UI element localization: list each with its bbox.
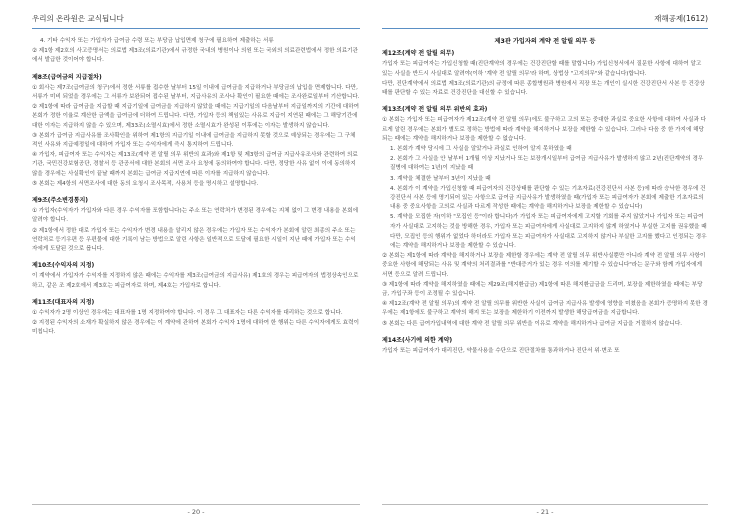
page-number: - 20 - <box>187 508 205 516</box>
section-paragraph: ① 본회는 가입자 또는 피급여자가 제12조(계약 전 알릴 의무)에도 불구하고 고의 또는 중대한 과실로 중요한 사항에 대하여 사실과 다르게 알린 경우에는 본회가 별도로 정하는 방법에 따라 계약을 해지하거나 보장을 제한할 수 있습니다. 그러나 다음 중 한 가지에 해당되는 때에는 계약을 해지하거나 보장을 제한할 수 없습니다. <box>382 117 707 142</box>
intro-paragraph: ② 제1항 제2호의 사고증명서는 의료법 제3조(의료기관)에서 규정한 국내의 병원이나 의원 또는 국외의 의료관련법에서 정한 의료기관에서 발급한 것이어야 합니다. <box>32 48 358 64</box>
section-paragraph: ① 회사는 제7조(급여금의 청구)에서 정한 서류를 접수한 날부터 15일 이내에 급여금을 지급하거나 부당금의 납입을 면제합니다. 다만, 서류가 미비 되었을 경우에는 그 서류가 보완되어 접수된 날부터, 지급사유의 조사나 확인이 필요한 때에는 조사완료일부터 기산합니다. <box>32 84 360 101</box>
section-paragraph: ① 수익자가 2명 이상인 경우에는 대표자를 1명 지정하여야 합니다. 이 경우 그 대표자는 다른 수익자를 대리하는 것으로 합니다. <box>32 310 343 317</box>
section-title: 제9조(주소변경통지) <box>32 197 89 205</box>
list-item: 1. 본회가 계약 당시에 그 사실을 알았거나 과실로 인하여 알지 못하였을 때 <box>390 146 572 153</box>
section-paragraph: ① 가입자(수익자가 가입자와 다른 경우 수익자를 포함합니다)는 주소 또는 연락처가 변경된 경우에는 지체 없이 그 변경 내용을 본회에 알려야 합니다. <box>32 208 358 224</box>
section-title: 제12조(계약 전 알릴 의무) <box>382 50 455 58</box>
section-paragraph: 가입자 또는 피급여자는 가입신청할 때(진단계약의 경우에는 건강진단할 때를 말합니다) 가입신청서에서 질문한 사항에 대하여 알고 있는 사실을 반드시 사실대로 알려야(이하 '계약 전 알릴 의무'라 하며, 상법상 "고지의무"와 같습니다)합니다. <box>382 61 702 77</box>
list-item: 4. 본회가 이 계약을 가입신청할 때 피급여자의 건강상태를 판단할 수 있는 기초자료(건강진단서 사본 등)에 따라 승낙한 경우에 건강진단서 사본 등에 명기되어 있는 사항으로 급여금 지급사유가 발생하였을 때(가입자 또는 피급여자가 본회에 제출한 기초자료의 내용 중 중요사항을 고의로 사실과 다르게 작성한 때에는 계약을 해지하거나 보장을 제한할 수 있습니다) <box>390 185 706 211</box>
section-title: 제11조(대표자의 지정) <box>32 298 95 306</box>
list-item: 2. 본회가 그 사실을 안 날부터 1개월 이상 지났거나 또는 보장개시일부터 급여금 지급사유가 발생하지 않고 2년(진단계약의 경우 질병에 대하여는 1년)이 지났을 때 <box>390 156 704 172</box>
section-paragraph: 다만, 진단계약에서 의료법 제3조(의료기관)의 규정에 따른 종합병원과 병원에서 직장 또는 개인이 실시한 건강진단서 사본 등 건강상태를 판단할 수 있는 자료로 건강진단을 대신할 수 있습니다. <box>382 80 705 97</box>
chapter-title: 제3관 가입자의 계약 전 알릴 의무 등 <box>494 38 596 45</box>
section-paragraph: 가입자 또는 피급여자가 대리진단, 약물사용을 수단으로 진단절차를 통과하거나 진단서 위·변조 또 <box>382 348 620 355</box>
right-header-rule <box>382 28 708 29</box>
section-title: 제10조(수익자의 지정) <box>32 262 95 270</box>
footer-rule <box>382 504 708 505</box>
section-paragraph: ③ 제1항에 따라 계약을 해지하였을 때에는 제29조(해지환급금) 제1항에 따른 해지환급금을 드리며, 보장을 제한하였을 때에는 부당금, 가입구좌 등이 조정될 수 있습니다. <box>382 281 703 298</box>
section-title: 제13조(계약 전 알릴 의무 위반의 효과) <box>382 106 488 114</box>
left-page-footer <box>32 504 360 516</box>
section-paragraph: ⑤ 본회는 다른 급여가입내역에 대한 계약 전 알릴 의무 위반을 이유로 계약을 해지하거나 급여금 지급을 거절하지 않습니다. <box>382 320 683 327</box>
footer-rule <box>32 504 360 505</box>
list-item: 3. 계약을 체결한 날부터 3년이 지났을 때 <box>390 175 491 182</box>
section-paragraph: ④ 가입자, 피급여자 또는 수익자는 제13조(계약 전 알릴 의무 위반의 효과)와 제1항 및 제3항의 급여금 지급사유조사와 관련하여 의료기관, 국민건강보험공단, 경찰서 등 관공서에 대한 본회의 서면 조사 요청에 동의하여야 합니다. 다만, 정당한 사유 없이 이에 동의하지 않을 경우에는 사실확인이 끝날 때까지 본회는 급여금 지급지연에 따른 이자를 지급하지 않습니다. <box>32 152 358 177</box>
section-paragraph: ② 본회는 제1항에 따라 계약을 해지하거나 보장을 제한할 경우에는 계약 전 알릴 의무 위반사실뿐만 아니라 계약 전 알릴 의무 사항이 중요한 사항에 해당되는 사유 및 계약의 처리결과를 "반대증거가 있는 경우 이의를 제기할 수 있습니다"라는 문구와 함께 가입자에게 서면 등으로 알려 드립니다. <box>382 253 706 278</box>
list-item: 다만, 모집인 등의 행위가 없었다 하더라도 가입자 또는 피급여자가 사실대로 고지하지 않거나 부실한 고지를 했다고 인정되는 경우에는 계약을 해지하거나 보장을 제한할 수 있습니다. <box>390 233 707 250</box>
page-number: - 21 - <box>536 508 554 516</box>
section-paragraph: ② 제1항에 따라 급여금을 지급할 때 지급기일에 급여금을 지급하지 않았을 때에는 지급기일의 다음날부터 지급일까지의 기간에 대하여 본회가 정한 이율로 계산한 금액을 급여금에 더하여 드립니다. 다만, 가입자 등의 책임있는 사유로 지급이 지연된 때에는 그 해당기간에 대한 이자는 지급하지 않을 수 있으며, 제33조(소멸시효)에서 정한 소멸시효가 완성된 이후에는 이자는 발생하지 않습니다. <box>32 104 360 129</box>
section-paragraph: ③ 본회가 급여금 지급사유를 조사확인을 위하여 제1항의 지급기일 이내에 급여금을 지급하지 못할 것으로 예상되는 경우에는 그 구체적인 사유와 지급예정일에 대하여 가입자 또는 수익자에게 즉시 통지하여 드립니다. <box>32 132 356 149</box>
right-page-body <box>382 37 708 356</box>
intro-paragraph: 4. 기타 수익자 또는 가입자가 급여금 수령 또는 부당금 납입면제 청구에 필요하여 제출하는 서류 <box>40 38 274 44</box>
section-paragraph: ⑤ 본회는 제4항의 서면조사에 대한 동의 요청시 조사목적, 사용처 등을 명시하고 설명합니다. <box>32 180 259 187</box>
section-paragraph: ④ 제12조(계약 전 알릴 의무)의 계약 전 알릴 의무를 위반한 사실이 급여금 지급사유 발생에 영향을 미쳤음을 본회가 증명하지 못한 경우에는 제1항에도 불구하고 계약의 해지 또는 보장을 제한하기 이전까지 발생한 해당급여금을 지급합니다. <box>382 301 708 317</box>
right-page <box>370 0 740 524</box>
section-paragraph: ② 제1항에서 정한 대로 가입자 또는 수익자가 변경 내용을 알리지 않은 경우에는 가입자 또는 수익자가 본회에 알린 최종의 주소 또는 연락처로 등기우편 등 우편물에 대한 기록이 남는 방법으로 알린 사항은 일반적으로 도달에 필요한 시일이 지난 때에 가입자 또는 수익자에게 도달된 것으로 봅니다. <box>32 227 356 253</box>
section-title: 제14조(사기에 의한 계약) <box>382 336 453 344</box>
section-paragraph: 이 계약에서 가입자가 수익자를 지정하지 않은 때에는 수익자를 제3조(급여금의 지급사유) 제1호의 경우는 피급여자의 법정상속인으로 하고, 같은 조 제2호에서 제3호는 피급여자로 하며, 제4호는 가입자로 합니다. <box>32 273 359 289</box>
left-page-body <box>32 37 360 338</box>
right-page-header: 재해공제(1612) <box>654 14 708 23</box>
section-title: 제8조(급여금의 지급절차) <box>32 73 102 81</box>
section-paragraph: ② 지정된 수익자의 소재가 확실하지 않은 경우에는 이 계약에 관하여 본회가 수익자 1명에 대하여 한 행위는 다른 수익자에게도 효력이 미칩니다. <box>32 320 359 336</box>
right-page-footer <box>382 504 708 516</box>
left-page-header: 우리의 온라원은 교식됩니다 <box>32 14 124 23</box>
list-item: 5. 계약을 모집한 자(이하 "모집인 등"이라 합니다)가 가입자 또는 피급여자에게 고지할 기회를 주지 않았거나 가입자 또는 피급여자가 사실대로 고지하는 것을 방해한 경우, 가입자 또는 피급여자에게 사실대로 고지하지 않게 하였거나 부실한 고지를 권유했을 때 <box>390 214 707 230</box>
left-header-rule <box>32 28 360 29</box>
